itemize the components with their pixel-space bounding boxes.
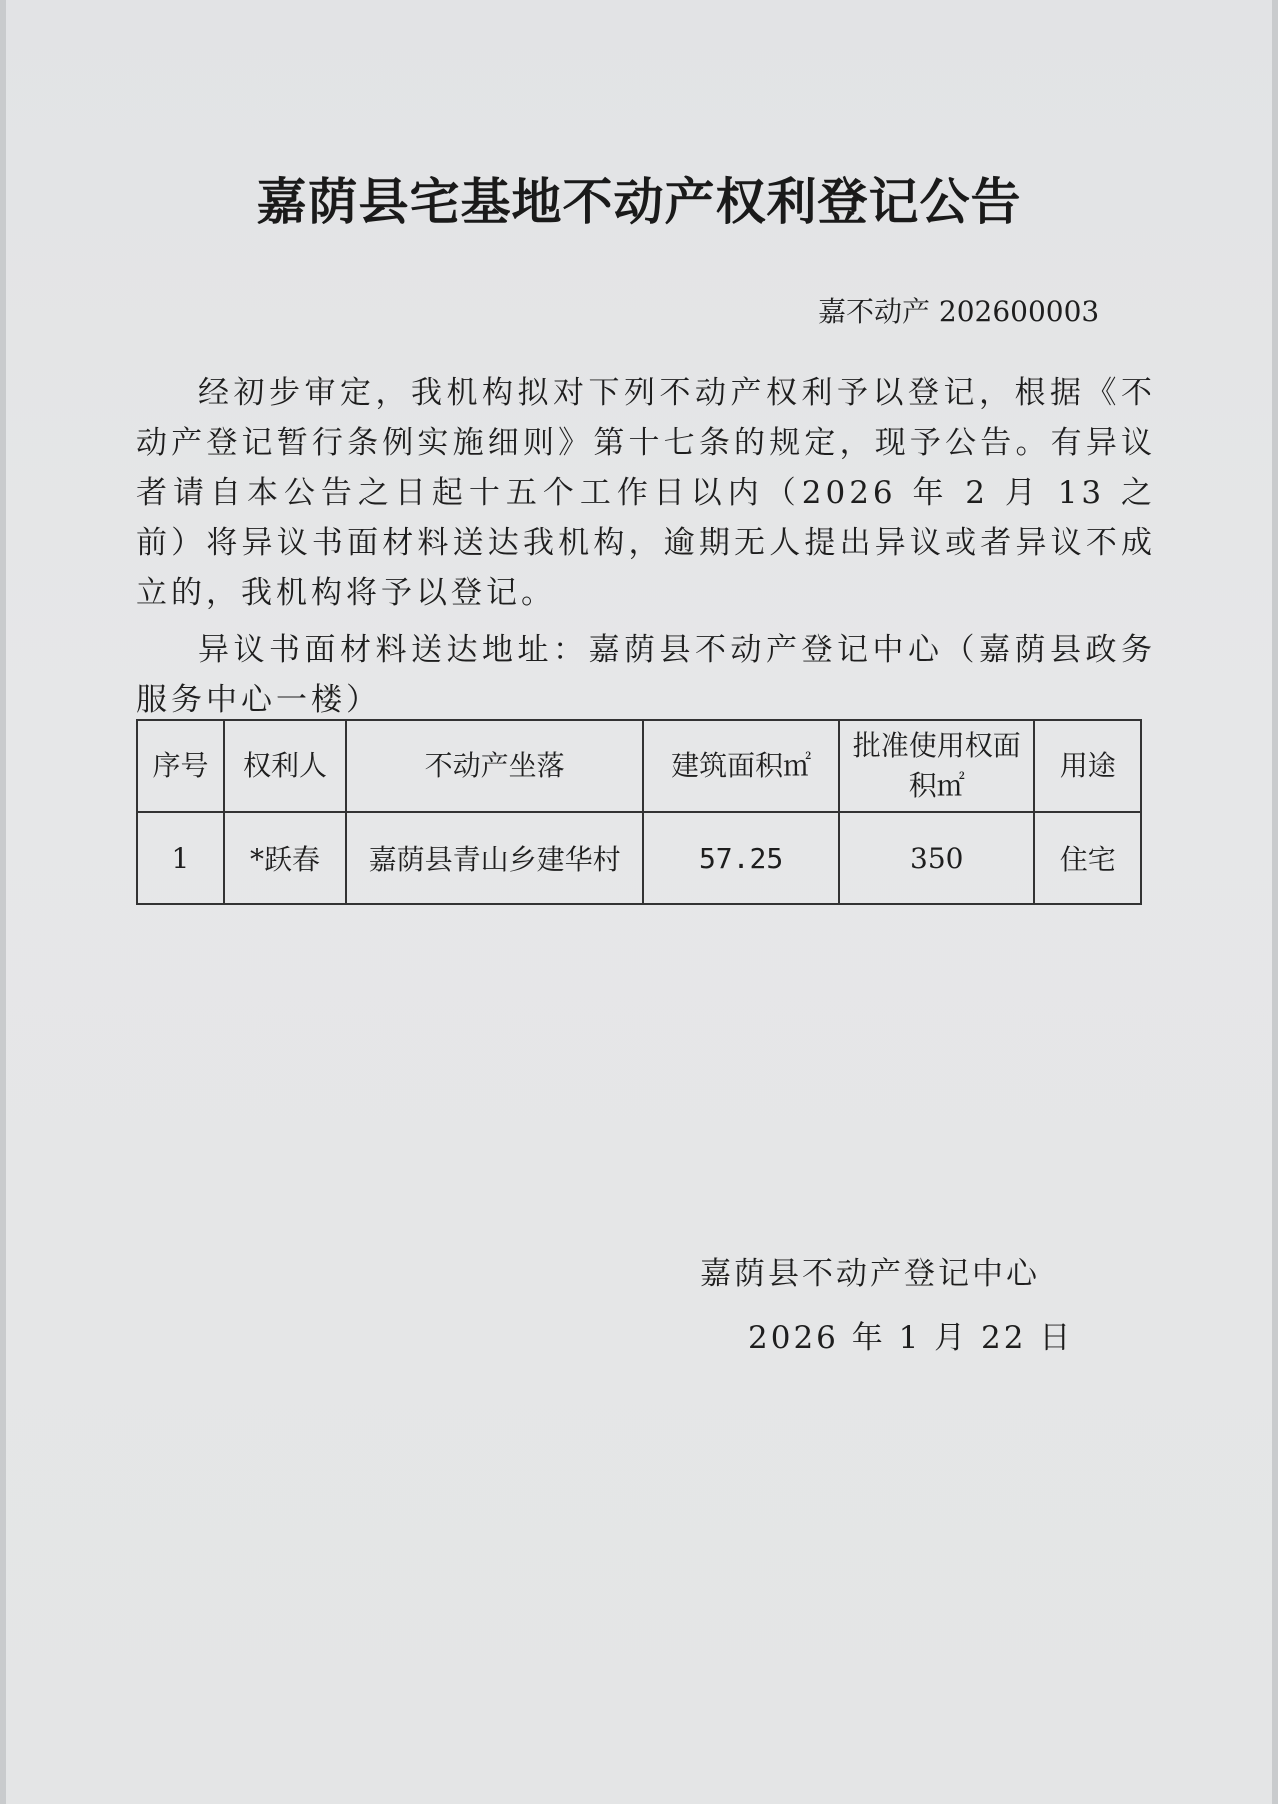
cell-location: 嘉荫县青山乡建华村: [346, 812, 643, 904]
page-title: 嘉荫县宅基地不动产权利登记公告: [256, 173, 1022, 231]
cell-building-area: 57.25: [643, 812, 839, 904]
header-owner: 权利人: [224, 720, 346, 812]
cell-index: 1: [137, 812, 224, 904]
address-paragraph: 异议书面材料送达地址：嘉荫县不动产登记中心（嘉荫县政务服务中心一楼）: [136, 632, 1156, 718]
body-paragraph: 经初步审定，我机构拟对下列不动产权利予以登记，根据《不动产登记暂行条例实施细则》第十七条的规定，现予公告。有异议者请自本公告之日起十五个工作日以内（2026 年 2 月 13 之前）将异议书面材料送达我机构，逾期无人提出异议或者异议不成立的，我机构将予以登记。: [136, 375, 1156, 611]
signature-date: 2026 年 1 月 22 日: [748, 1320, 1074, 1356]
cell-approved-area: 350: [839, 812, 1034, 904]
registration-table: [136, 719, 1142, 905]
header-approved-area: 批准使用权面积㎡: [839, 720, 1034, 812]
table-header-row: [137, 720, 1141, 812]
document-number: 嘉不动产 202600003: [818, 295, 1100, 328]
table-row: [137, 812, 1141, 904]
header-building-area: 建筑面积㎡: [643, 720, 839, 812]
header-usage: 用途: [1034, 720, 1141, 812]
cell-owner: *跃春: [224, 812, 346, 904]
signature-organization: 嘉荫县不动产登记中心: [700, 1256, 1040, 1292]
header-index: 序号: [137, 720, 224, 812]
header-location: 不动产坐落: [346, 720, 643, 812]
cell-usage: 住宅: [1034, 812, 1141, 904]
